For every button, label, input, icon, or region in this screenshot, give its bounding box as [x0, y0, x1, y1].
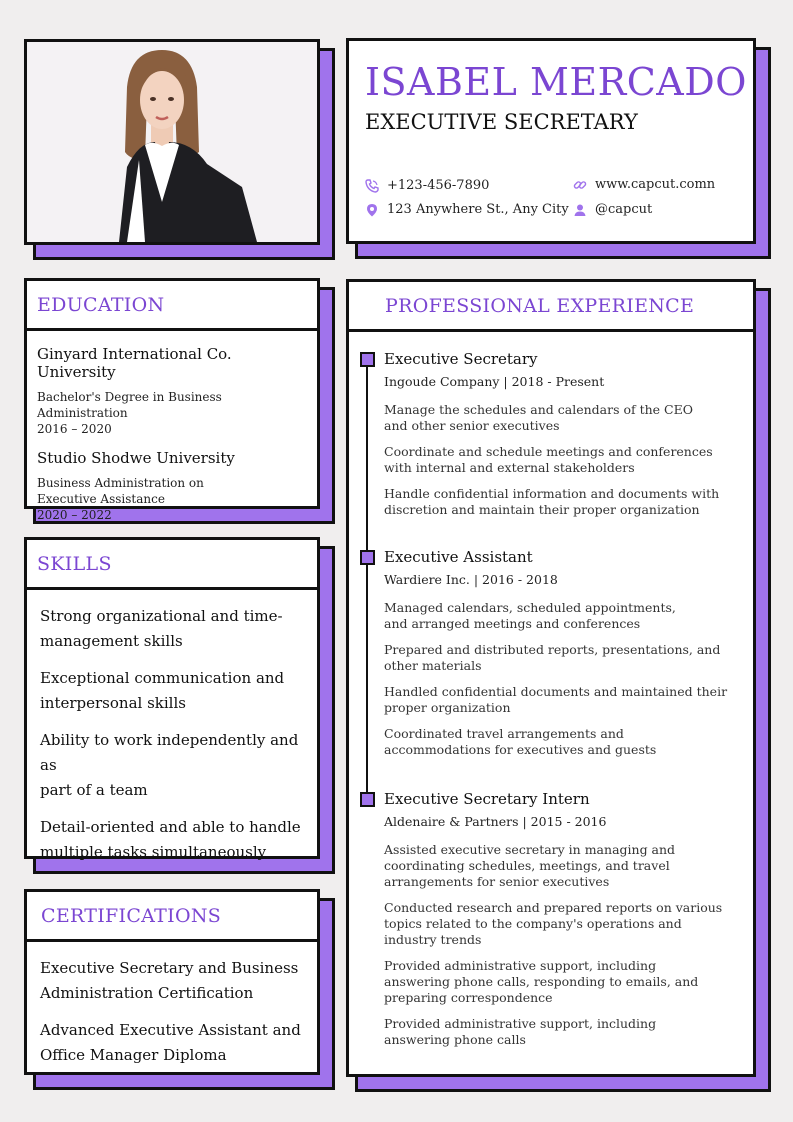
- header-card: [346, 38, 756, 244]
- timeline-marker: [360, 550, 375, 565]
- school-name: Studio Shodwe University: [37, 449, 235, 467]
- job-duty: [384, 1016, 745, 1048]
- contact-phone[interactable]: [365, 178, 489, 193]
- duty-line: other materials: [384, 658, 482, 673]
- skill-item: [40, 604, 304, 654]
- skill-line: Exceptional communication and: [40, 669, 285, 687]
- skill-line: multiple tasks simultaneously: [40, 843, 267, 861]
- duty-line: answering phone calls, responding to emails, and: [384, 974, 699, 989]
- education-entry: [37, 345, 307, 437]
- profile-photo-frame: [24, 39, 320, 245]
- skill-item: [40, 728, 304, 803]
- certification-line: Advanced Executive Assistant and: [40, 1021, 301, 1039]
- job-duty: [384, 600, 745, 632]
- contact-social[interactable]: [573, 202, 652, 217]
- duty-line: arrangements for senior executives: [384, 874, 610, 889]
- job-duty: [384, 402, 745, 434]
- duty-line: and arranged meetings and conferences: [384, 616, 641, 631]
- certification-item: [40, 956, 304, 1006]
- location-pin-icon: [365, 203, 379, 217]
- job-company: Ingoude Company | 2018 - Present: [384, 374, 605, 389]
- job-duty: [384, 444, 745, 476]
- timeline-marker: [360, 352, 375, 367]
- duty-line: Coordinated travel arrangements and: [384, 726, 624, 741]
- job-duty: [384, 842, 745, 890]
- contact-website[interactable]: [573, 177, 715, 192]
- job-role: Executive Secretary Intern: [384, 790, 590, 808]
- job-duty: [384, 726, 745, 758]
- skill-line: part of a team: [40, 781, 148, 799]
- skill-line: Ability to work independently and as: [40, 731, 299, 774]
- duty-line: preparing correspondence: [384, 990, 553, 1005]
- duty-line: Handled confidential documents and maintained their: [384, 684, 728, 699]
- education-heading: EDUCATION: [27, 281, 317, 331]
- job-title: EXECUTIVE SECRETARY: [365, 110, 638, 134]
- duty-line: coordinating schedules, meetings, and travel: [384, 858, 670, 873]
- education-entry: [37, 449, 307, 523]
- job-duty: [384, 958, 745, 1006]
- contact-address: [365, 202, 569, 217]
- skill-line: management skills: [40, 632, 183, 650]
- certification-line: Executive Secretary and Business: [40, 959, 299, 977]
- job-duty: [384, 684, 745, 716]
- school-name: Ginyard International Co. University: [37, 345, 232, 381]
- timeline-line: [366, 354, 368, 797]
- duty-line: discretion and maintain their proper organization: [384, 502, 700, 517]
- skills-section: [24, 537, 320, 859]
- job-company: Aldenaire & Partners | 2015 - 2016: [384, 814, 607, 829]
- certification-item: [40, 1018, 304, 1068]
- person-name: ISABEL MERCADO: [365, 60, 747, 104]
- duty-line: proper organization: [384, 700, 511, 715]
- certifications-section: [24, 889, 320, 1075]
- degree-line: Executive Assistance: [37, 492, 165, 506]
- experience-section: [346, 279, 756, 1077]
- job-duty: [384, 642, 745, 674]
- skills-heading: SKILLS: [27, 540, 317, 590]
- duty-line: accommodations for executives and guests: [384, 742, 657, 757]
- user-icon: [573, 203, 587, 217]
- degree: Bachelor's Degree in Business Administration: [37, 390, 222, 420]
- duty-line: answering phone calls: [384, 1032, 526, 1047]
- certification-line: Administration Certification: [40, 984, 254, 1002]
- duty-line: industry trends: [384, 932, 482, 947]
- duty-line: with internal and external stakeholders: [384, 460, 635, 475]
- phone-text: +123-456-7890: [387, 178, 490, 193]
- years: 2020 – 2022: [37, 508, 112, 522]
- link-icon: [573, 178, 587, 192]
- duty-line: Conducted research and prepared reports on various: [384, 900, 723, 915]
- timeline-marker: [360, 792, 375, 807]
- social-text: @capcut: [595, 202, 653, 217]
- skill-item: [40, 666, 304, 716]
- website-text: www.capcut.comn: [595, 177, 716, 192]
- duty-line: Provided administrative support, including: [384, 1016, 657, 1031]
- experience-heading: PROFESSIONAL EXPERIENCE: [349, 282, 753, 332]
- duty-line: Assisted executive secretary in managing and: [384, 842, 676, 857]
- skill-line: Detail-oriented and able to handle: [40, 818, 301, 836]
- duty-line: topics related to the company's operations and: [384, 916, 682, 931]
- skill-line: interpersonal skills: [40, 694, 186, 712]
- duty-line: Coordinate and schedule meetings and conferences: [384, 444, 713, 459]
- skill-line: Strong organizational and time-: [40, 607, 283, 625]
- job-role: Executive Assistant: [384, 548, 533, 566]
- degree-line: Business Administration on: [37, 476, 204, 490]
- duty-line: and other senior executives: [384, 418, 560, 433]
- job-duty: [384, 900, 745, 948]
- certification-line: Office Manager Diploma: [40, 1046, 227, 1064]
- duty-line: Manage the schedules and calendars of the CEO: [384, 402, 693, 417]
- certifications-heading: CERTIFICATIONS: [27, 892, 317, 942]
- skill-item: [40, 815, 304, 865]
- profile-photo: [27, 42, 317, 242]
- years: 2016 – 2020: [37, 422, 112, 436]
- phone-icon: [365, 179, 379, 193]
- duty-line: Provided administrative support, including: [384, 958, 657, 973]
- education-section: [24, 278, 320, 522]
- job-role: Executive Secretary: [384, 350, 538, 368]
- job-company: Wardiere Inc. | 2016 - 2018: [384, 572, 558, 587]
- job-duty: [384, 486, 745, 518]
- duty-line: Prepared and distributed reports, presentations, and: [384, 642, 721, 657]
- address-text: 123 Anywhere St., Any City: [387, 202, 569, 217]
- duty-line: Handle confidential information and documents with: [384, 486, 720, 501]
- duty-line: Managed calendars, scheduled appointments,: [384, 600, 676, 615]
